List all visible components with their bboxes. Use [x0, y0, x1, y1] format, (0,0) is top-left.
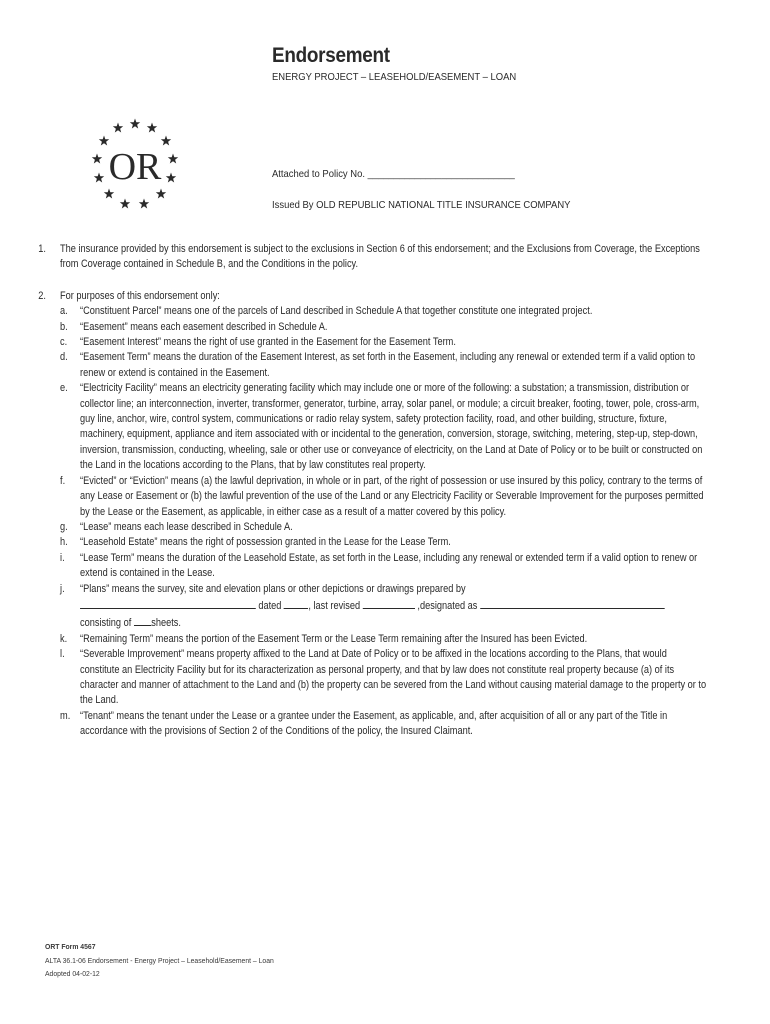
- item-letter: a.: [60, 305, 68, 318]
- endorsement-body: [0, 242, 770, 740]
- item-letter: b.: [60, 320, 68, 333]
- sheets-label: sheets.: [151, 617, 181, 630]
- item-text: “Evicted” or “Eviction” means (a) the lawful deprivation, in whole or in part, of the right of possession or use insured by this policy, contrary to the terms of any Lease or Easement or (b) the lawful prevention of the use of the Land or any Electricity Facility or Severable Improvement for the purposes permitted by the Lease or the Easement, as applicable, in either case as a result of a matter covered by this policy.: [80, 474, 704, 518]
- plans-blanks-line: [80, 597, 706, 614]
- definition-m: [0, 709, 668, 740]
- item-letter: i.: [60, 551, 65, 564]
- definition-i: [0, 551, 698, 582]
- sheets-count-blank: [134, 614, 151, 626]
- item-letter: c.: [60, 336, 68, 349]
- item-text: “Lease Term” means the duration of the Leasehold Estate, as set forth in the Lease, including any renewal or extended term if a valid option to renew or extend is contained in the Lease.: [80, 551, 698, 580]
- item-text: [80, 582, 706, 632]
- plans-definition-text: “Plans” means the survey, site and elevation plans or other depictions or drawings prepared by: [80, 582, 466, 595]
- designated-blank: [480, 597, 664, 609]
- dated-blank: [284, 597, 308, 609]
- definition-b: [0, 320, 653, 335]
- item-text: “Leasehold Estate” means the right of possession granted in the Lease for the Lease Term.: [80, 536, 451, 549]
- consisting-label: consisting of: [80, 617, 132, 630]
- policy-number-blank: ____________________________: [367, 168, 515, 180]
- item-text: “Tenant” means the tenant under the Lease or a grantee under the Easement, as applicable, and, after acquisition of all or any part of the Title in accordance with the provisions of Section 2 of the Conditions of the policy, the Insured Claimant.: [80, 709, 668, 738]
- item-letter: j.: [60, 582, 65, 595]
- definition-g: [0, 520, 653, 535]
- section-text: For purposes of this endorsement only:: [60, 289, 220, 302]
- section-number: 2.: [38, 289, 46, 302]
- section-1: [0, 242, 700, 273]
- definition-f: [0, 474, 704, 520]
- item-text: “Electricity Facility” means an electricity generating facility which may include one or more of the following: a substation; a transmission, distribution or collector line; an interconnection, inverter, transformer, generator, turbine, array, solar panel, or module; a circuit breaker, footing, tower, pole, cross-arm, guy line, anchor, wire, control system, communications or radio relay system, safety protection facility, road, and other building, structure, fixture, machinery, equipment, appliance and item associated with or incidental to the generation, conversion, storage, switching, metering, step-up, step-down, inversion, transmission, conducting, wheeling, sale or other use or conveyance of electricity, on the Land at Date of Policy or to be built or constructed on the Land in the locations according to the Plans, that by law constitutes real property.: [80, 382, 703, 472]
- definition-j: [0, 582, 653, 632]
- item-letter: m.: [60, 709, 71, 722]
- definition-k: [0, 632, 653, 647]
- item-text: “Lease” means each lease described in Schedule A.: [80, 520, 293, 533]
- section-2: [0, 289, 653, 304]
- definition-d: [0, 350, 696, 381]
- old-republic-logo: [82, 113, 188, 219]
- attached-label: Attached to Policy No.: [272, 168, 365, 180]
- issued-by: Issued By OLD REPUBLIC NATIONAL TITLE INSURANCE COMPANY: [272, 199, 571, 211]
- dated-label: dated: [258, 599, 282, 612]
- form-number: ORT Form 4567: [45, 942, 96, 951]
- form-description: ALTA 36.1-06 Endorsement - Energy Project – Leasehold/Easement – Loan: [45, 955, 274, 965]
- definition-h: [0, 535, 653, 550]
- item-letter: f.: [60, 474, 66, 487]
- adopted-date: Adopted 04-02-12: [45, 969, 100, 978]
- definition-e: [0, 381, 703, 473]
- item-text: “Easement Interest” means the right of use granted in the Easement for the Easement Term.: [80, 336, 456, 349]
- item-text: “Severable Improvement” means property affixed to the Land at Date of Policy or to be affixed in the locations according to the Plans, that would constitute an Electricity Facility but for its characterization as personal property, and that by law does not constitute real property because (a) of its character and manner of attachment to the Land and (b) the property can be severed from the Land without causing material damage to the property or to the Land.: [80, 648, 707, 707]
- form-footer: [45, 940, 274, 981]
- last-revised-label: , last revised: [308, 599, 361, 612]
- definition-c: [0, 335, 653, 350]
- item-text: “Constituent Parcel” means one of the parcels of Land described in Schedule A that together constitute one integrated project.: [80, 305, 593, 318]
- item-letter: h.: [60, 536, 68, 549]
- item-letter: g.: [60, 520, 68, 533]
- definition-a: [0, 304, 653, 319]
- preparer-blank: [80, 597, 256, 609]
- item-text: “Easement Term” means the duration of the Easement Interest, as set forth in the Easement, including any renewal or extended term if a valid option to renew or extend is contained in the Easement.: [80, 351, 696, 379]
- document-title: Endorsement: [272, 44, 390, 67]
- item-letter: d.: [60, 351, 68, 364]
- designated-label: ,designated as: [417, 599, 478, 612]
- last-revised-blank: [363, 597, 415, 609]
- item-letter: k.: [60, 632, 68, 645]
- definition-l: [0, 647, 707, 709]
- item-letter: e.: [60, 382, 68, 395]
- item-text: “Easement” means each easement described in Schedule A.: [80, 320, 328, 333]
- item-text: “Remaining Term” means the portion of the Easement Term or the Lease Term remaining after the Insured has been Evicted.: [80, 632, 588, 645]
- logo-monogram: OR: [108, 146, 162, 188]
- plans-sheets-line: [80, 614, 706, 631]
- attached-to-policy: [272, 168, 515, 180]
- document-subtitle: ENERGY PROJECT – LEASEHOLD/EASEMENT – LOAN: [272, 71, 517, 83]
- section-text: The insurance provided by this endorsement is subject to the exclusions in Section 6 of this endorsement; and the Exclusions from Coverage, the Exceptions from Coverage contained in Schedule B, and the Conditions in the policy.: [60, 243, 700, 271]
- section-number: 1.: [38, 243, 46, 255]
- item-letter: l.: [60, 648, 65, 661]
